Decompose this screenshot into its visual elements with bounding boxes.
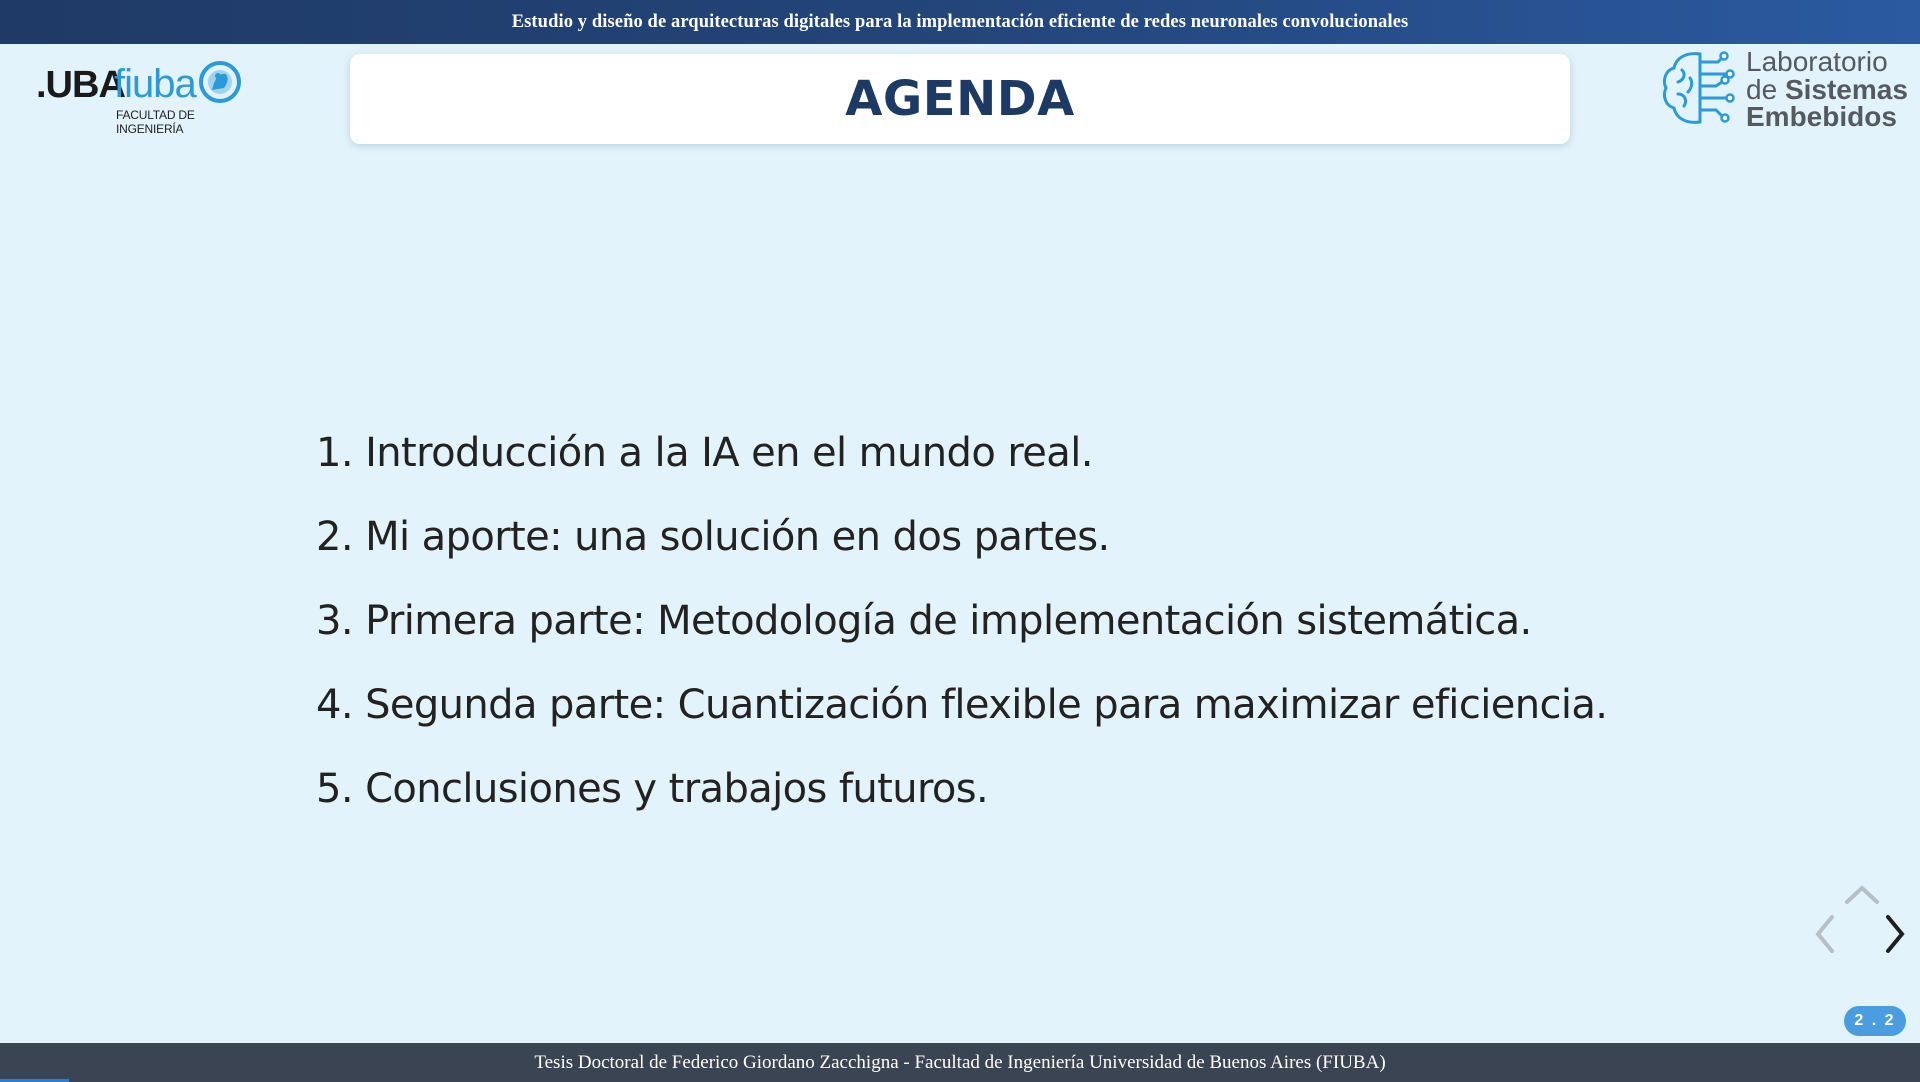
- lab-name-line2: [1746, 76, 1908, 104]
- top-banner: [0, 0, 1920, 44]
- uba-logo-text: .UBA: [36, 64, 125, 106]
- uba-fiuba-logo: [36, 60, 246, 136]
- brain-circuit-icon: [1660, 48, 1738, 130]
- agenda-item: 3. Primera parte: Metodología de implementación sistemática.: [316, 598, 1532, 644]
- lab-name-line2-bold: Sistemas: [1784, 74, 1908, 105]
- footer-bar: [0, 1043, 1920, 1082]
- slide-navigation: [1808, 880, 1912, 960]
- agenda-list: [316, 425, 1716, 845]
- presentation-title: Estudio y diseño de arquitecturas digitales para la implementación eficiente de redes neuronales convolucionales: [511, 11, 1409, 32]
- lse-logo: [1660, 46, 1910, 132]
- chevron-right-icon[interactable]: [1884, 914, 1906, 954]
- fiuba-logo-text: fiuba: [114, 62, 196, 106]
- agenda-item: 1. Introducción a la IA en el mundo real.: [316, 430, 1093, 476]
- agenda-item: 2. Mi aporte: una solución en dos partes.: [316, 514, 1110, 560]
- faculty-subtitle: FACULTAD DE INGENIERÍA: [116, 108, 195, 136]
- fiuba-seal-icon: [198, 60, 242, 106]
- agenda-item: 5. Conclusiones y trabajos futuros.: [316, 766, 989, 812]
- lab-name-line3: Embebidos: [1746, 101, 1897, 132]
- lab-name-line1: Laboratorio: [1746, 46, 1888, 77]
- agenda-item: 4. Segunda parte: Cuantización flexible para maximizar eficiencia.: [316, 682, 1608, 728]
- title-card: [350, 54, 1570, 144]
- slide-title: AGENDA: [845, 71, 1075, 127]
- chevron-left-icon[interactable]: [1814, 914, 1836, 954]
- chevron-up-icon[interactable]: [1844, 884, 1880, 906]
- footer-text: Tesis Doctoral de Federico Giordano Zacchigna - Facultad de Ingeniería Universidad de Buenos Aires (FIUBA): [534, 1051, 1386, 1073]
- lab-name-line2-prefix: de: [1746, 74, 1785, 105]
- slide-number-badge: 2 . 2: [1844, 1006, 1906, 1036]
